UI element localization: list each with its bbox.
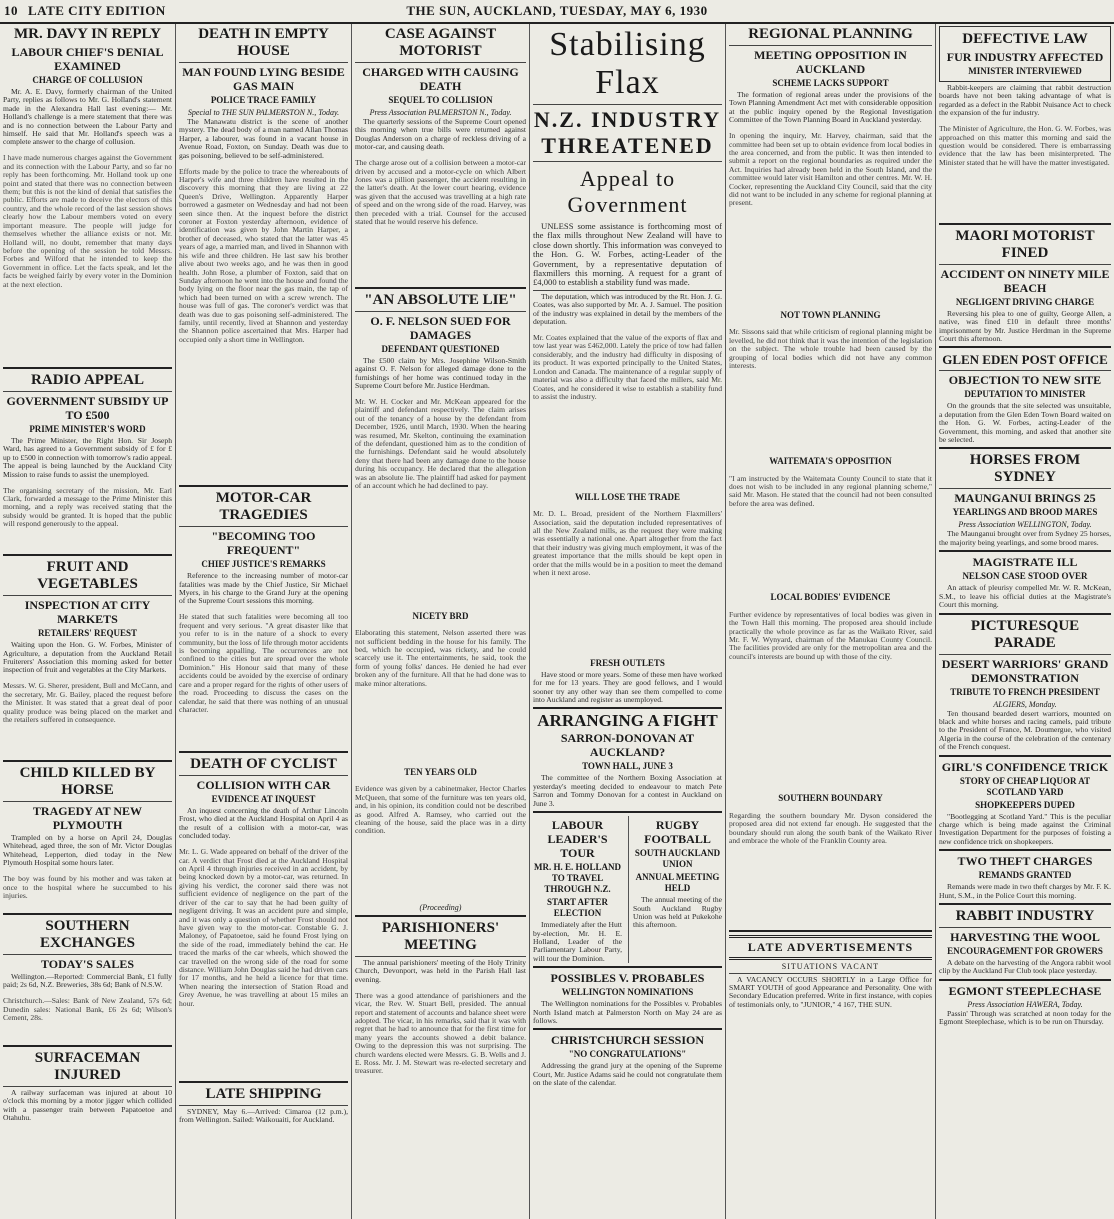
headline: SOUTHERN EXCHANGES xyxy=(39,917,136,951)
headline: MAGISTRATE ILL xyxy=(972,555,1078,570)
article-body: Reference to the increasing number of motor-car fatalities was made by the Chief Justice, Sir Michael Myers, in his charge to the Grand Jury at the opening of the Supreme Court sessions this morning. xyxy=(179,571,348,606)
article-body: Waiting upon the Hon. G. W. Forbes, Minister of Agriculture, a deputation from the Auckland Retail Fruiterers' Association this morning asked for better inspection of fruit and vegetables at the City Markets. xyxy=(3,640,172,675)
subheadline: WELLINGTON NOMINATIONS xyxy=(561,987,694,998)
article-filler: He stated that such fatalities were becoming all too frequent and very serious. "A great disaster like that you refer to is in the nature of a shock to every community, but the loss of life through motor accidents is becoming appalling. The occurrences are not confined to the cities but are spread over the whole Dominion." His Honour said that many of these accidents could be avoided by the exercise of ordinary care and a proper regard for the rights of other users of the road. Proceeding to discuss the cases on the calendar, he said that there was nothing of an unusual character. xyxy=(179,613,348,714)
headline: GIRL'S CONFIDENCE TRICK xyxy=(941,759,1109,774)
subheadline: REMANDS GRANTED xyxy=(978,870,1072,881)
headline: FRUIT AND VEGETABLES xyxy=(37,559,138,593)
article-body: Wellington.—Reported: Commercial Bank, £1 fully paid; 2s 6d, N.Z. Breweries, 38s 6d; Bank of N.S.W. xyxy=(3,971,172,990)
main-lead: UNLESS some assistance is forthcoming most of the flax mills throughout New Zealand will have to close down shortly. This information was conveyed to the Hon. G. W. Forbes, acting-Leader of the Government, by a representative deputation of flaxmillers this morning. A request for a grant of £4,000 to establish a stability fund was made. xyxy=(533,221,722,288)
article-body: The formation of regional areas under the provisions of the Town Planning Amendment Act met with considerable opposition at the public inquiry opened by the Regional Investigation Committee of the Town Planning Board in Auckland yesterday. xyxy=(729,90,932,125)
headline: DEATH IN EMPTY HOUSE xyxy=(198,26,329,59)
main-subheadline: N.Z. INDUSTRY THREATENED xyxy=(533,107,722,158)
article-body: A railway surfaceman was injured at about 10 o'clock this morning by a motor jigger which collided with a passenger train between Papatoetoe and Otahuhu. xyxy=(3,1087,172,1123)
boxed-article xyxy=(939,26,1111,82)
subheadline: ACCIDENT ON NINETY MILE BEACH xyxy=(940,266,1110,295)
headline: GLEN EDEN POST OFFICE xyxy=(942,352,1108,368)
article-filler: Efforts made by the police to trace the whereabouts of Harper's wife and three children have resulted in the discovery this morning that they are living at 22 Queen's Drive, Wellington. Apparently Harper borrowed a gasmeter on Wednesday and had not been seen since then. At the inquest before the district coroner at Foxton yesterday afternoon, evidence of identification was given by John Martin Harper, a brother of deceased, who stated that the latter was 45 years of age, a married man, and lived in Shannon with his wife and three children. He last saw his brother alive about two weeks ago, and he was then in good health. John Rose, a plumber of Foxton, said that on Sunday afternoon he went into the house and found the body lying on the floor near the gas main, the tap of which had been turned on with a screw wrench. The house was full of gas. The coroner's verdict was that death was due to gas poisoning self-administered. The family, until recently, lived at Shannon and yesterday the Shannon police ascertained that Mrs. Harper had occupied only a short time in Wellington. xyxy=(179,167,348,344)
article-body: The Manawatu district is the scene of another mystery. The dead body of a man named Allan Thomas Harper, a labourer, was found in a vacant house in Avenue Road, Foxton, on Sunday. Death was due to gas poisoning, believed to be self-administered. xyxy=(179,117,348,160)
headline: MR. DAVY IN REPLY xyxy=(14,26,161,42)
article-body: "Bootlegging at Scotland Yard." This is the peculiar charge which is being made against the Criminal Investigation Department for the purposes of foisting a new confidence trick on shopkeepers. xyxy=(939,811,1111,846)
article-body: An inquest concerning the death of Arthur Lincoln Frost, who died at the Auckland Hospital on April 4 as the result of a collision with a motor-car, was concluded today. xyxy=(179,806,348,841)
classified-ad: A VACANCY OCCURS SHORTLY in a Large Office for SMART YOUTH of good Appearance and Personality. One with Secondary Education preferred. Write in first instance, with copies of testimonials only, to "JUNIOR," 4 167, THE SUN. xyxy=(729,974,932,1009)
headline: POSSIBLES V. PROBABLES xyxy=(550,971,705,986)
column-2 xyxy=(176,24,352,1219)
headline: LABOUR LEADER'S TOUR xyxy=(547,818,608,861)
dateline: Special to THE SUN PALMERSTON N., Today. xyxy=(187,108,340,117)
article-body: The committee of the Northern Boxing Association at yesterday's meeting decided to endeavour to match Pete Sarron and Tommy Donovan for a contest in Auckland on June 3. xyxy=(533,773,722,808)
article-filler: Mr. Coates explained that the value of the exports of flax and tow last year was £462,000. Lately the price of tow had fallen considerably, and the industry had difficulty in disposing of its product. It was exported principally to the United States, London and Canada. The maintenance of a regular supply of material was also a difficulty that faced the millers, said Mr. Coates, and he considered it wise to establish a stability fund to assist the industry. xyxy=(533,334,722,401)
article-body: Addressing the grand jury at the opening of the Supreme Court, Mr. Justice Adams said he could not congratulate them on the slate of the calendar. xyxy=(533,1061,722,1088)
kicker: MINISTER INTERVIEWED xyxy=(968,66,1082,76)
article-filler: There was a good attendance of parishioners and the vicar, the Rev. W. Stuart Bell, presided. The annual report and statement of accounts and balance sheet were adopted. The vicar, in his remarks, said that it was with regret that he had to announce that for the first time for many years the accounts showed a debit balance. Owing to the depression this was not surprising. The church wardens elected were Messrs. G. B. Wells and J. E. Ross. Mr. J. M. Stewart was re-elected secretary and treasurer. xyxy=(355,991,526,1076)
article-filler: Elaborating this statement, Nelson asserted there was not sufficient bedding in the house for his family. The bed, which he occupied, was rickety, and he could scarcely use it. The entertainments, he said, took the form of young folks' dances. He denied he had ever broken any of the furniture. All that he had done was to make minor alterations. xyxy=(355,629,526,688)
section-subhead: WAITEMATA'S OPPOSITION xyxy=(769,456,892,466)
article-body: The annual meeting of the South Auckland Rugby Union was held at Pukekohe this afternoon. xyxy=(633,895,722,930)
article-filler: The charge arose out of a collision between a motor-car driven by accused and a motor-cycle on which Albert Jones was a pillion passenger, the accident resulting in the latter's death. At the lower court hearing, evidence was given that the accused was travelling at a high rate of speed and on the wrong side of the road. Harvey, was then preceded with a trial. Counsel for the accused stated that he would reserve his defence. xyxy=(355,159,526,227)
subheadline: DESERT WARRIORS' GRAND DEMONSTRATION xyxy=(941,656,1109,685)
kicker: START AFTER ELECTION xyxy=(546,897,609,919)
subheadline: FUR INDUSTRY AFFECTED xyxy=(946,50,1104,64)
article-filler: In opening the inquiry, Mr. Harvey, chairman, said that the committee had been set up to obtain evidence from local bodies in the area concerned, and from the public. It was then intended to submit a report on the regional boundaries as required under the Act. Inquiries had already been held in the South Island, and the committee would later visit Hamilton and other centres. Mr. W. H. Cocker, representing the Auckland City Council, said that the city did not want to be included in any scheme for regional planning at present. xyxy=(729,132,932,208)
section-subhead: LOCAL BODIES' EVIDENCE xyxy=(770,592,891,603)
article-filler: Mr. D. L. Broad, president of the Northern Flaxmillers' Association, said the deputation included representatives of all the New Zealand mills, as the request they were making was essentially a national one. Apart altogether from the fact that their industry was giving much employment, it was of the greatest importance that the mills should be kept open in order that the mills would be in a position to meet the demand when it next arose. xyxy=(533,510,722,578)
article-filler: The Minister of Agriculture, the Hon. G. W. Forbes, was approached on this matter this morning and said the question would be considered. There is embarrassing evidence that the law has been misinterpreted. The Minister stated that he will have the matter investigated. xyxy=(939,125,1111,167)
headline: MAORI MOTORIST FINED xyxy=(955,227,1095,261)
article-body: On the grounds that the site selected was unsuitable, a deputation from the Glen Eden Town Board waited on the Hon. G. W. Forbes, acting-Leader of the Government, this morning, and asked that another site be selected. xyxy=(939,401,1111,445)
article-body: Immediately after the Hutt by-election, Mr. H. E. Holland, Leader of the Parliamentary Labour Party, will tour the Dominion. xyxy=(533,920,622,963)
section-subhead: FRESH OUTLETS xyxy=(590,657,665,668)
article-body: The Wellington nominations for the Possibles v. Probables North Island match at Palmerston North on May 24 are as follows. xyxy=(533,999,722,1025)
kicker: YEARLINGS AND BROOD MARES xyxy=(952,507,1098,518)
headline: TWO THEFT CHARGES xyxy=(957,854,1093,869)
main-kicker: Appeal to Government xyxy=(567,166,688,217)
article-body: Passin' Through was scratched at noon today for the Egmont Steeplechase, which is to be run on Thursday. xyxy=(939,1008,1111,1027)
kicker: DEFENDANT QUESTIONED xyxy=(381,343,500,354)
page-number: 10 xyxy=(4,3,18,18)
section-subhead: WILL LOSE THE TRADE xyxy=(575,491,680,502)
kicker: ENCOURAGEMENT FOR GROWERS xyxy=(947,945,1103,956)
article-body: Rabbit-keepers are claiming that rabbit destruction boards have not been taking advantage of what is regarded as a defect in the Rabbit Nuisance Act to check the expansion of the fur industry. xyxy=(939,83,1111,118)
kicker: PRIME MINISTER'S WORD xyxy=(29,424,146,435)
article-body: Trampled on by a horse on April 24, Douglas Whitehead, aged three, the son of Mr. Victor Douglas Whitehead, Lepperton, died today in the New Plymouth Hospital some hours later. xyxy=(3,833,172,868)
subheadline: MAN FOUND LYING BESIDE GAS MAIN xyxy=(182,65,345,93)
subheadline: NELSON CASE STOOD OVER xyxy=(962,571,1088,582)
kicker: RETAILERS' REQUEST xyxy=(37,628,138,639)
edition-label: LATE CITY EDITION xyxy=(28,3,166,18)
dateline: Press Association PALMERSTON N., Today. xyxy=(369,108,512,117)
article-body: Have stood or more years. Some of these men have worked for me for 13 years. They are good fellows, and I would sooner try any other way than see them compelled to come into Auckland and register as unemployed. xyxy=(533,669,722,705)
late-ads-heading: LATE ADVERTISEMENTS xyxy=(729,935,932,960)
column-4 xyxy=(530,24,726,1219)
split-columns xyxy=(533,816,722,963)
headline: LATE SHIPPING xyxy=(205,1085,322,1102)
headline: SURFACEMAN INJURED xyxy=(34,1049,141,1083)
split-right xyxy=(628,816,722,963)
headline: CASE AGAINST MOTORIST xyxy=(384,26,497,59)
subheadline: HARVESTING THE WOOL xyxy=(950,929,1100,944)
main-headline: Stabilising Flax xyxy=(549,26,706,101)
kicker: NEGLIGENT DRIVING CHARGE xyxy=(955,296,1095,307)
column-5 xyxy=(726,24,936,1219)
subheadline: "NO CONGRATULATIONS" xyxy=(568,1049,687,1060)
section-subhead: NOT TOWN PLANNING xyxy=(780,309,881,320)
section-subhead: NICETY BRD xyxy=(412,610,469,621)
headline: CHILD KILLED BY HORSE xyxy=(19,765,156,799)
article-filler: Mr. W. H. Cocker and Mr. McKean appeared for the plaintiff and defendant respectively. The claim arises out of the tenancy of a house by the defendant from December, 1926, until March, 1930. When the hearing was resumed, Mr. Skelton, continuing the examination of the defendant, questioned him as to the condition of the furnishings. Defendant said he would absolutely deny that there had been any damage done to the house during his occupancy. He declared that the allegation was an absolute lie. The plaintiff had asked for payment of an account which he had declined to pay. xyxy=(355,398,526,491)
kicker: TRIBUTE TO FRENCH PRESIDENT xyxy=(950,686,1100,697)
dateline: Press Association HAWERA, Today. xyxy=(967,999,1083,1009)
kicker: SEQUEL TO COLLISION xyxy=(388,95,493,105)
headline: EGMONT STEEPLECHASE xyxy=(948,983,1102,998)
subheadline: COLLISION WITH CAR xyxy=(196,778,331,793)
headline: HORSES FROM SYDNEY xyxy=(969,452,1081,486)
subheadline: MAUNGANUI BRINGS 25 xyxy=(954,491,1096,506)
kicker: SHOPKEEPERS DUPED xyxy=(975,799,1075,810)
headline: MOTOR-CAR TRAGEDIES xyxy=(215,490,312,524)
kicker: TOWN HALL, JUNE 3 xyxy=(582,761,673,772)
subheadline: OBJECTION TO NEW SITE xyxy=(948,373,1102,388)
article-body: SYDNEY, May 6.—Arrived: Cimaroa (12 p.m.), from Wellington. Sailed: Waikouaiti, for Auckland. xyxy=(179,1106,348,1125)
subheadline: "BECOMING TOO FREQUENT" xyxy=(211,529,316,558)
headline: REGIONAL PLANNING xyxy=(748,26,913,42)
article-filler: Regarding the southern boundary Mr. Dyson considered the proposed area did not extend far enough. He suggested that the boundary should run along the south bank of the Waikato River and embrace the whole of the Franklin County area. xyxy=(729,811,932,846)
article-filler: The organising secretary of the mission, Mr. Earl Clark, forwarded a message to the Prime Minister this morning, and a reply was received stating that the subsidy would be granted. It is hoped that the public will respond generously to the appeal. xyxy=(3,486,172,529)
kicker: SCHEME LACKS SUPPORT xyxy=(772,78,889,88)
article-filler: Evidence was given by a cabinetmaker, Hector Charles McQueen, that some of the furniture was ten years old, and, in his opinion, its condition could not be described as good. Alfred A. Ramsey, who carried out the cleaning of the house, said the place was in a dirty condition. xyxy=(355,785,526,836)
headline: RUGBY FOOTBALL xyxy=(644,818,711,847)
article-filler: The boy was found by his mother and was taken at once to the hospital where he succumbed to his injuries. xyxy=(3,875,172,901)
article-body: The Maunganui brought over from Sydney 25 horses, the majority being yearlings, and some brood mares. xyxy=(939,529,1111,547)
subheadline: MEETING OPPOSITION IN AUCKLAND xyxy=(754,48,907,76)
column-6 xyxy=(936,24,1114,1219)
headline: DEFECTIVE LAW xyxy=(962,31,1088,47)
article-body: Mr. A. E. Davy, formerly chairman of the United Party, replies as follows to Mr. G. Holland's statement made in the Alexandra Hall last evening:— Mr. Holland's challenge is a mere statement that there was and is no connection between the Labour Party and himself. He said that Mr. Holland's speech was a complete answer to the charge of collusion. xyxy=(3,87,172,147)
subheadline: SARRON-DONOVAN AT AUCKLAND? xyxy=(560,731,695,760)
split-left xyxy=(533,816,622,963)
column-3 xyxy=(352,24,530,1219)
dateline: ALGIERS, Monday. xyxy=(993,699,1057,709)
article-filler: Mr. Sissons said that while criticism of regional planning might be levelled, he did not think that it was the intention of the legislation on the subject. The whole trouble had been caused by the grouping of local bodies which did not have any common interests. xyxy=(729,328,932,371)
headline: RABBIT INDUSTRY xyxy=(955,907,1095,924)
headline: ARRANGING A FIGHT xyxy=(537,711,718,731)
article-body: The £500 claim by Mrs. Josephine Wilson-Smith against O. F. Nelson for alleged damage done to the furnishings of her home was continued today in the Supreme Court before Mr. Justice Herdman. xyxy=(355,355,526,391)
article-body: A debate on the harvesting of the Angora rabbit wool clip by the Auckland Fur Club took place yesterday. xyxy=(939,957,1111,976)
kicker: CHIEF JUSTICE'S REMARKS xyxy=(201,559,326,570)
proceeding-note: (Proceeding) xyxy=(419,903,462,912)
subheadline: MR. H. E. HOLLAND TO TRAVEL THROUGH N.Z. xyxy=(533,862,621,895)
kicker: EVIDENCE AT INQUEST xyxy=(211,794,316,805)
kicker: ANNUAL MEETING HELD xyxy=(635,872,720,894)
article-body: The quarterly sessions of the Supreme Court opened this morning when true bills were returned against Douglas Anderson on a charge of reckless driving of a motor-car, and causing death. xyxy=(355,117,526,152)
subheadline: CHARGED WITH CAUSING DEATH xyxy=(362,65,519,93)
article-filler: I have made numerous charges against the Government and its connection with the Labour Party, and so far no reply has been forthcoming. Mr. Holland took up one point and stated that there was no connection between them; but this is not the kind of denial that satisfies the public. Efforts are made to deceive the electors of this country, and the whole record of the last session shows clearly how the Labour members voted on every important measure. The people will judge for themselves whether the alliance exists or not. Mr. Holland will, no doubt, remember that many days before the opening of the session he told Messrs. Forbes and Wilford that he intended to keep the Government in office. Let the facts speak, and let the facts be weighed fairly by every voter in the Dominion at the next election. xyxy=(3,154,172,289)
article-filler: Messrs. W. G. Sherer, president, Bull and McCann, and the secretary, Mr. G. Bailey, placed the request before the Minister. It was stated that a great deal of poor quality produce was being placed on the market and the retailers suffered in consequence. xyxy=(3,682,172,725)
subheadline: SOUTH AUCKLAND UNION xyxy=(634,848,721,870)
dateline: Press Association WELLINGTON, Today. xyxy=(958,520,1092,530)
kicker: CHARGE OF COLLUSION xyxy=(32,75,143,85)
section-subhead: TEN YEARS OLD xyxy=(404,766,477,777)
subheadline: O. F. NELSON SUED FOR DAMAGES xyxy=(370,313,511,342)
article-body: The Prime Minister, the Right Hon. Sir Joseph Ward, has agreed to a Government subsidy of £ for £ up to £500 in connection with tomorrow's radio appeal. The appeal is being launched by the Auckland City Mission to raise funds to assist the unemployed. xyxy=(3,436,172,479)
column-1 xyxy=(0,24,176,1219)
subheadline: STORY OF CHEAP LIQUOR AT SCOTLAND YARD xyxy=(959,775,1091,797)
article-body: Ten thousand bearded desert warriors, mounted on black and white horses and racing camels, paid tribute to the President of France, M. Doumergue, who visited Algeria in the course of the celebration of the centenary of the French conquest. xyxy=(939,708,1111,752)
headline: PICTURESQUE PARADE xyxy=(970,617,1080,651)
kicker: DEPUTATION TO MINISTER xyxy=(964,389,1086,400)
article-filler: "I am instructed by the Waitemata County Council to state that it does not wish to be included in any regional planning scheme," said Mr. Mason. He stated that the council had not been consulted before the area was defined. xyxy=(729,474,932,508)
article-body: Remands were made in two theft charges by Mr. F. K. Hunt, S.M., in the Police Court this morning. xyxy=(939,882,1111,900)
article-filler: Further evidence by representatives of local bodies was given in the Town Hall this morning. The proposed area should include practically the whole province as far as the Waikato River, said Mr. F. W. Wynyard, chairman of the Manukau County Council. The facilities provided are only for the metropolitan area and the council's interests are bound up with those of the city. xyxy=(729,610,932,661)
article-filler: Christchurch.—Sales: Bank of New Zealand, 57s 6d; Dunedin sales: National Bank, £6 2s 6d; Wilson's Cement, 28s. xyxy=(3,997,172,1023)
subheadline: INSPECTION AT CITY MARKETS xyxy=(24,598,151,627)
article-filler: Mr. L. G. Wade appeared on behalf of the driver of the car. A verdict that Frost died at the Auckland Hospital on April 4 through injuries received in an accident, by being knocked down by a motor-car, was returned. In giving his verdict, the coroner said there was not sufficient evidence of negligence on the part of the driver of the car to say that he had been guilty of negligent driving. It was an accident pure and simple, and it was only a question of whether Frost should not have given way to the motor-car. Constable G. J. Maloney, of Papatoetoe, said he found Frost lying on the side of the road, immediately behind the car. He traced the marks of the car wheels, which showed the car travelled on the wrong side of the road for some distance. William John Douglas said he had driven cars for 17 months, and he held a licence for that time. When nearing the intersection of Station Road and Grey Avenue, he was travelling at about 15 miles an hour. xyxy=(179,848,348,1008)
kicker: POLICE TRACE FAMILY xyxy=(210,95,317,105)
headline: PARISHIONERS' MEETING xyxy=(381,920,500,953)
section-subhead: SOUTHERN BOUNDARY xyxy=(778,793,883,804)
headline: DEATH OF CYCLIST xyxy=(190,756,337,773)
subheadline: TRAGEDY AT NEW PLYMOUTH xyxy=(32,804,143,833)
article-body: An attack of pleurisy compelled Mr. W. R. McKean, S.M., to leave his official duties at the Magistrate's Court this morning. xyxy=(939,583,1111,610)
late-ads-subheading: SITUATIONS VACANT xyxy=(781,961,880,971)
headline: RADIO APPEAL xyxy=(31,372,144,389)
headline: CHRISTCHURCH SESSION xyxy=(550,1033,705,1048)
masthead xyxy=(0,0,1114,24)
article-body: The annual parishioners' meeting of the Holy Trinity Church, Devonport, was held in the Parish Hall last evening. xyxy=(355,958,526,984)
article-body: Reversing his plea to one of guilty, George Allen, a native, was fined £10 in default three months' imprisonment by Mr. Justice Herdman in the Supreme Court this afternoon. xyxy=(939,308,1111,344)
headline: "AN ABSOLUTE LIE" xyxy=(364,291,517,308)
article-body: The deputation, which was introduced by the Rt. Hon. J. G. Coates, was also supported by Mr. A. J. Samuel. The position of the industry was explained in detail by the members of the deputation. xyxy=(533,291,722,327)
subheadline: GOVERNMENT SUBSIDY UP TO £500 xyxy=(6,394,169,423)
columns xyxy=(0,24,1114,1219)
subheadline: TODAY'S SALES xyxy=(40,956,135,971)
subheadline: LABOUR CHIEF'S DENIAL EXAMINED xyxy=(11,45,164,73)
paper-title: THE SUN, AUCKLAND, TUESDAY, MAY 6, 1930 xyxy=(406,3,708,18)
